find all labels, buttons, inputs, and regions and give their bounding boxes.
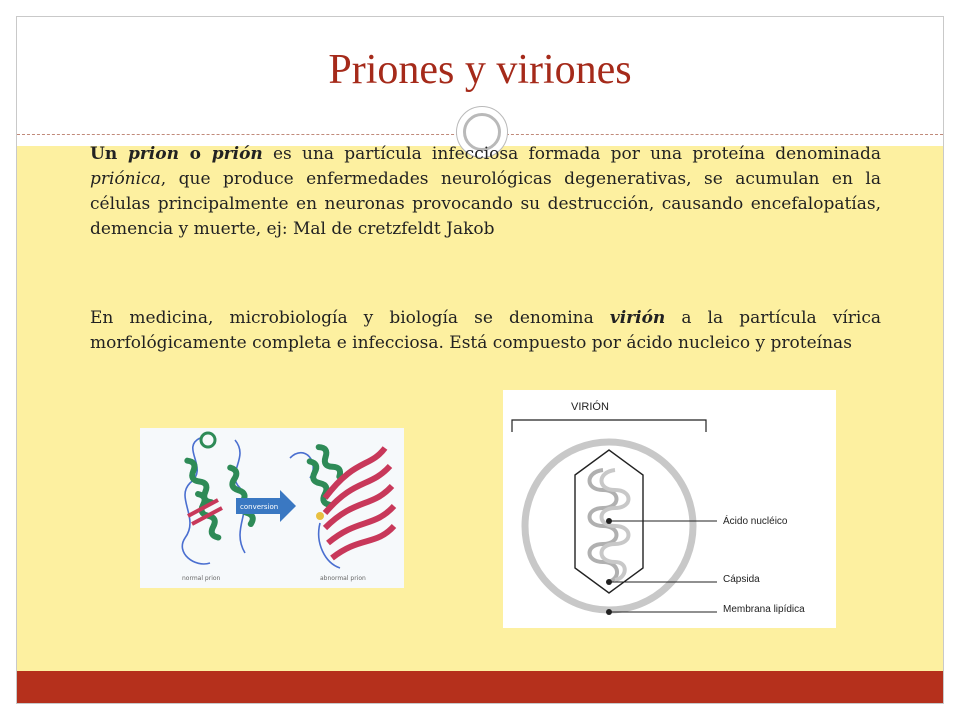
p1-run-d: prión bbox=[211, 144, 263, 164]
p1-run-a: Un bbox=[90, 144, 128, 164]
prion-conversion-svg bbox=[140, 428, 404, 588]
nucleic-acid-label: Ácido nucléico bbox=[723, 516, 788, 527]
virion-heading: VIRIÓN bbox=[571, 401, 609, 413]
virion-diagram-svg bbox=[503, 390, 836, 628]
abnormal-prion-sheet bbox=[325, 486, 392, 528]
virion-diagram bbox=[503, 390, 836, 628]
p1-run-f: priónica bbox=[90, 169, 161, 189]
p1-run-c: o bbox=[178, 144, 212, 164]
conversion-label: conversion bbox=[240, 503, 279, 511]
prion-conversion-image bbox=[140, 428, 404, 588]
normal-prion-loop bbox=[201, 433, 215, 447]
p1-run-b: prion bbox=[127, 144, 179, 164]
p1-run-g: , que produce enfermedades neurológicas degenerativas, se acumulan en la células principalmente en neuronas provocando su destrucción, causando encefalopatías, demencia y muerte, ej: Mal de cretzfeldt Jakob bbox=[90, 169, 881, 239]
nucleic-acid-dot bbox=[606, 518, 612, 524]
membrane-dot bbox=[606, 609, 612, 615]
virion-paragraph bbox=[90, 306, 881, 356]
abnormal-prion-loop bbox=[319, 523, 340, 568]
p2-run-a: En medicina, microbiología y biología se denomina bbox=[90, 308, 610, 328]
p2-run-c: a la partícula vírica morfológicamente completa e infecciosa. Está compuesto por ácido nucleico y proteínas bbox=[90, 308, 881, 353]
abnormal-prion-caption: abnormal prion bbox=[320, 575, 366, 582]
virion-bracket bbox=[512, 420, 706, 432]
p2-run-b: virión bbox=[609, 308, 666, 328]
capsid-dot bbox=[606, 579, 612, 585]
capsid-label: Cápsida bbox=[723, 574, 760, 585]
membrane-label: Membrana lipídica bbox=[723, 604, 805, 615]
normal-prion-helix bbox=[226, 466, 254, 525]
prion-paragraph bbox=[90, 142, 881, 242]
abnormal-prion-loop bbox=[290, 453, 313, 478]
normal-prion-caption: normal prion bbox=[182, 575, 221, 582]
slide-title: Priones y viriones bbox=[328, 47, 632, 93]
p1-run-e: es una partícula infecciosa formada por una proteína denominada bbox=[262, 144, 881, 164]
abnormal-prion-helix bbox=[315, 445, 342, 479]
footer-bar bbox=[17, 671, 943, 703]
abnormal-prion-loop bbox=[316, 512, 324, 520]
